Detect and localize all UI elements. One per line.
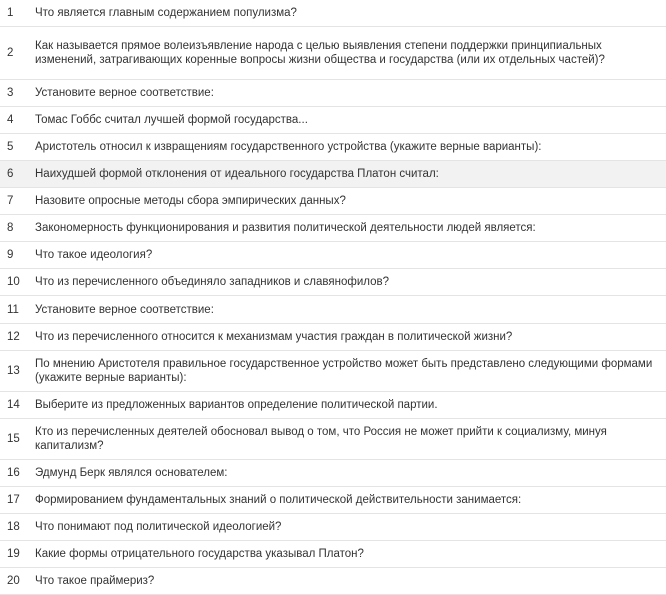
question-link[interactable]: Что из перечисленного относится к механизмам участия граждан в политической жизни? (35, 331, 513, 343)
question-number: 9 (7, 249, 14, 261)
question-row[interactable] (0, 134, 666, 161)
question-link[interactable]: Томас Гоббс считал лучшей формой государства... (35, 114, 308, 126)
question-row[interactable] (0, 419, 666, 460)
question-number: 3 (7, 87, 14, 99)
question-number: 5 (7, 141, 14, 153)
question-number: 7 (7, 195, 14, 207)
question-number: 18 (7, 521, 20, 533)
question-number: 20 (7, 575, 20, 587)
question-link[interactable]: Наихудшей формой отклонения от идеального государства Платон считал: (35, 168, 439, 180)
question-number: 8 (7, 222, 14, 234)
question-link[interactable]: Что понимают под политической идеологией? (35, 521, 282, 533)
question-row[interactable] (0, 487, 666, 514)
question-number: 12 (7, 331, 20, 343)
question-link[interactable]: Выберите из предложенных вариантов определение политической партии. (35, 399, 438, 411)
question-number: 16 (7, 467, 20, 479)
question-link[interactable]: Установите верное соответствие: (35, 87, 214, 99)
question-row[interactable] (0, 0, 666, 27)
question-row[interactable] (0, 541, 666, 568)
question-number: 6 (7, 168, 14, 180)
question-row-highlighted[interactable] (0, 161, 666, 188)
question-row[interactable] (0, 392, 666, 419)
question-link[interactable]: Эдмунд Берк являлся основателем: (35, 467, 228, 479)
question-row[interactable] (0, 107, 666, 134)
question-number: 2 (7, 47, 14, 59)
question-link[interactable]: По мнению Аристотеля правильное государственное устройство может быть представлено следующими формами (укажите верные варианты): (35, 358, 653, 384)
question-number: 13 (7, 365, 20, 377)
question-number: 1 (7, 7, 14, 19)
question-link[interactable]: Что такое идеология? (35, 249, 153, 261)
question-number: 11 (7, 303, 19, 316)
question-row[interactable] (0, 460, 666, 487)
question-link[interactable]: Что является главным содержанием популизма? (35, 7, 297, 19)
question-row[interactable] (0, 351, 666, 392)
question-row[interactable] (0, 269, 666, 296)
question-number: 19 (7, 548, 20, 560)
question-number: 17 (7, 494, 20, 506)
question-link[interactable]: Назовите опросные методы сбора эмпирических данных? (35, 195, 346, 207)
question-row[interactable] (0, 242, 666, 269)
question-number: 14 (7, 399, 20, 411)
question-link[interactable]: Аристотель относил к извращениям государственного устройства (укажите верные варианты): (35, 141, 542, 153)
question-link[interactable]: Как называется прямое волеизъявление народа с целью выявления степени поддержки принципиальных изменений, затрагивающих коренные вопросы жизни общества и государства (или их отдельных частей)? (35, 40, 605, 66)
question-row[interactable] (0, 188, 666, 215)
question-row[interactable] (0, 514, 666, 541)
question-link[interactable]: Формированием фундаментальных знаний о политической действительности занимается: (35, 494, 522, 506)
question-link[interactable]: Что такое праймериз? (35, 575, 155, 587)
question-link[interactable]: Какие формы отрицательного государства указывал Платон? (35, 548, 364, 560)
question-link[interactable]: Кто из перечисленных деятелей обосновал вывод о том, что Россия не может прийти к социализму, минуя капитализм? (35, 426, 607, 452)
question-number: 15 (7, 433, 20, 445)
question-link[interactable]: Установите верное соответствие: (35, 303, 214, 316)
question-link[interactable]: Что из перечисленного объединяло западников и славянофилов? (35, 276, 389, 288)
question-row[interactable] (0, 324, 666, 351)
question-row[interactable] (0, 80, 666, 107)
question-link[interactable]: Закономерность функционирования и развития политической деятельности людей является: (35, 222, 536, 234)
question-row[interactable] (0, 215, 666, 242)
question-number: 4 (7, 114, 14, 126)
question-number: 10 (7, 276, 20, 288)
question-row[interactable] (0, 296, 666, 324)
question-row[interactable] (0, 27, 666, 80)
question-row[interactable] (0, 568, 666, 595)
